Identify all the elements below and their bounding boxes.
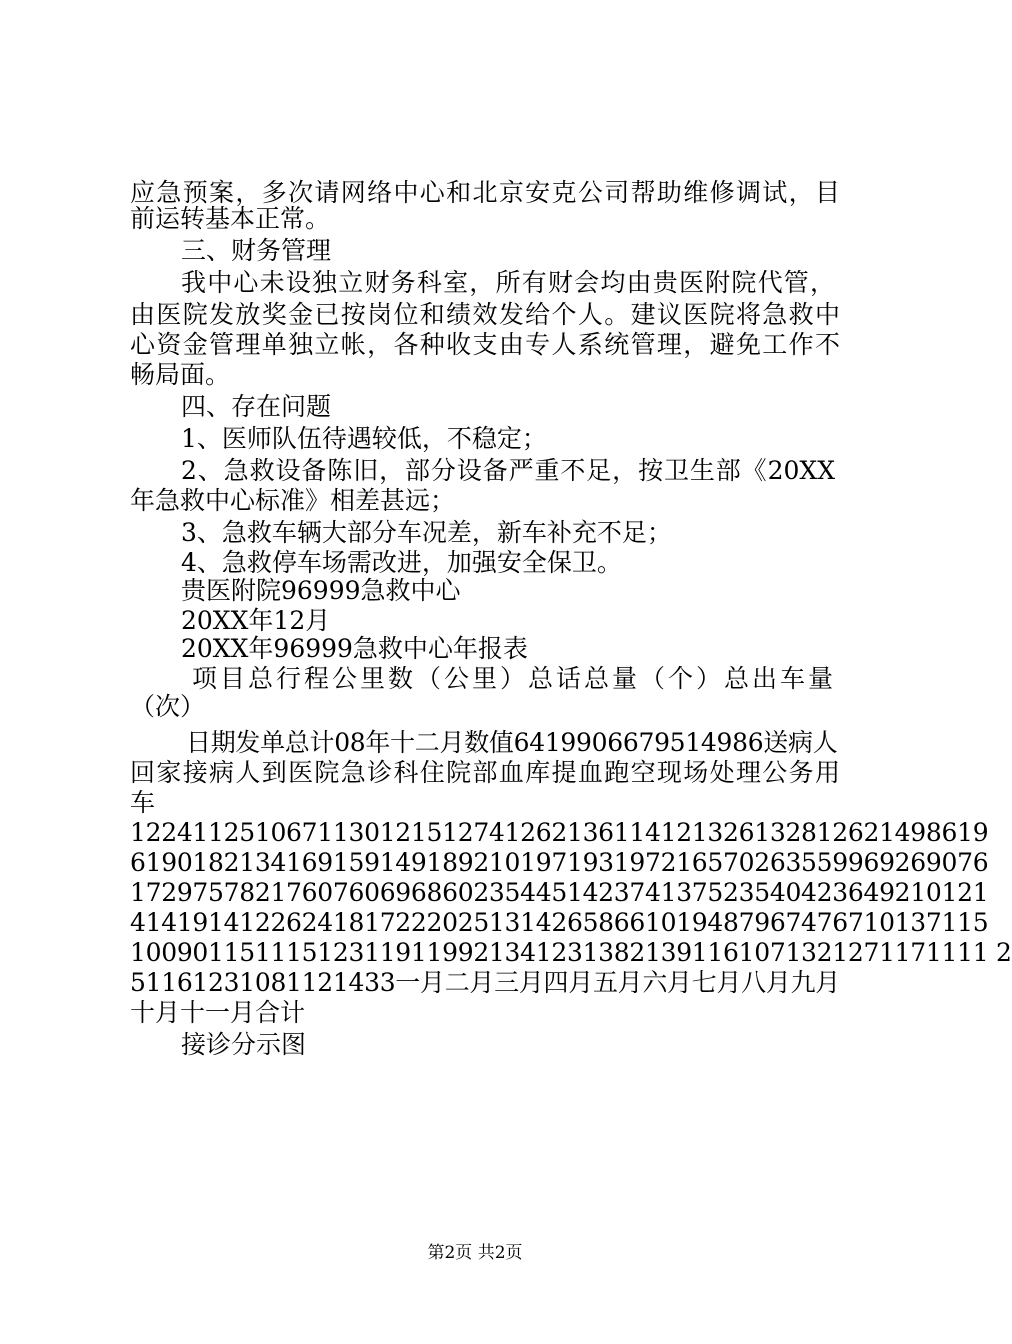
chart-caption: 接诊分示图 xyxy=(181,1030,307,1059)
paragraph-line-6: 畅局面。 xyxy=(130,360,231,389)
data-digits-line-6: 51161231081121433一月二月三月四月五月六月七月八月九月 xyxy=(130,968,840,997)
section-heading-finance: 三、财务管理 xyxy=(181,236,332,265)
page-footer: 第2页 共2页 xyxy=(427,1243,523,1263)
paragraph-line-5: 心资金管理单独立帐，各种收支由专人系统管理，避免工作不 xyxy=(130,330,840,359)
problem-item-2-cont: 年急救中心标准》相差甚远； xyxy=(130,486,456,515)
data-digits-line-4: 4141914122624181722202513142658661019487967476710137115 xyxy=(130,908,989,937)
problem-item-2: 2、急救设备陈旧，部分设备严重不足，按卫生部《20XX xyxy=(181,456,835,485)
data-digits-line-3: 1729757821760760696860235445142374137523540423649210121 xyxy=(130,878,989,907)
paragraph-line-2: 前运转基本正常。 xyxy=(130,204,331,233)
table-header-line-1: 项目总行程公里数（公里）总话总量（个）总出车量 xyxy=(192,664,833,693)
data-digits-line-5: 1009011511151231191199213412313821391161071321271171111 2 xyxy=(130,938,1012,967)
data-digits-line-2: 6190182134169159149189210197193197216570263559969269076 xyxy=(130,848,989,877)
problem-item-4: 4、急救停车场需改进，加强安全保卫。 xyxy=(181,548,622,577)
table-row-line-2: 回家接病人到医院急诊科住院部血库提血跑空现场处理公务用 xyxy=(130,758,840,787)
signature-org: 贵医附院96999急救中心 xyxy=(181,576,461,605)
signature-date: 20XX年12月 xyxy=(181,606,331,635)
problem-item-1: 1、医师队伍待遇较低，不稳定； xyxy=(181,424,547,453)
report-title: 20XX年96999急救中心年报表 xyxy=(181,634,528,663)
table-row-line-3: 车 xyxy=(130,788,156,817)
paragraph-line-3: 我中心未设独立财务科室，所有财会均由贵医附院代管， xyxy=(181,268,835,297)
paragraph-line-4: 由医院发放奖金已按岗位和绩效发给个人。建议医院将急救中 xyxy=(130,300,840,329)
data-digits-line-1: 1224112510671130121512741262136114121326132812621498619 xyxy=(130,818,989,847)
paragraph-line-1: 应急预案，多次请网络中心和北京安克公司帮助维修调试，目 xyxy=(130,178,840,207)
problem-item-3: 3、急救车辆大部分车况差，新车补充不足； xyxy=(181,518,672,547)
table-row-line-1: 日期发单总计08年十二月数值6419906679514986送病人 xyxy=(186,728,838,757)
table-header-line-2: （次） xyxy=(130,692,206,721)
section-heading-problems: 四、存在问题 xyxy=(181,392,332,421)
months-line: 十月十一月合计 xyxy=(130,998,306,1027)
